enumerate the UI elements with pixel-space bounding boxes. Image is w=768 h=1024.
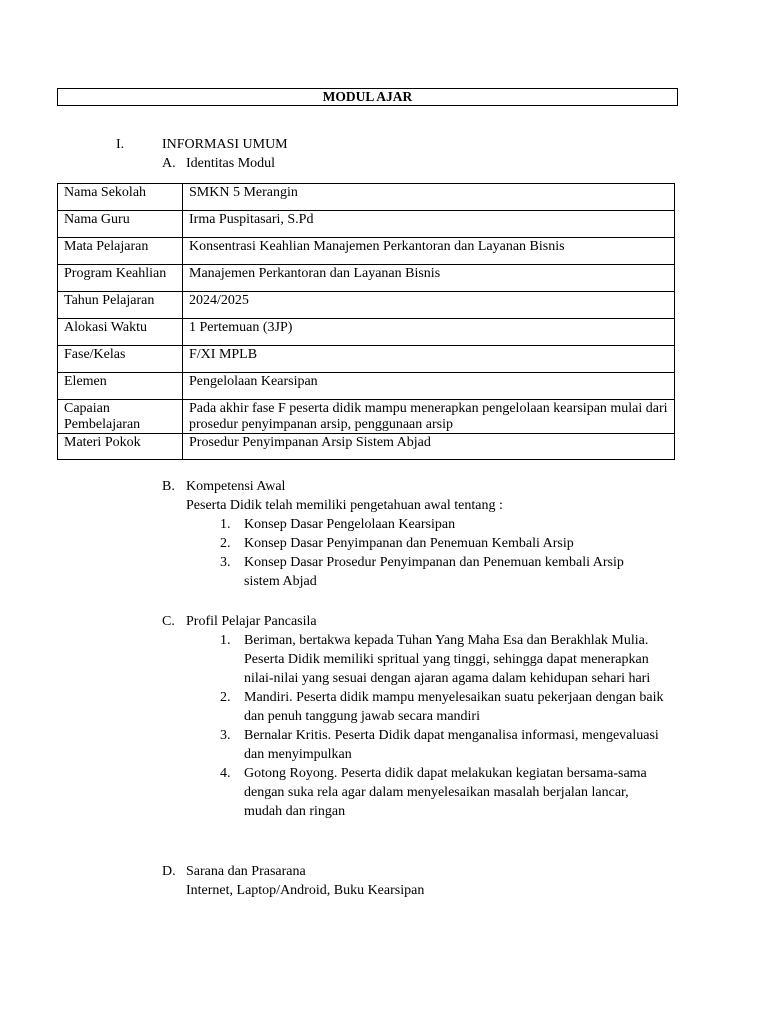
table-key: Materi Pokok	[58, 434, 183, 460]
profile-list	[220, 631, 665, 821]
list-item	[220, 688, 665, 726]
document-title: MODUL AJAR	[57, 88, 678, 106]
list-text: Gotong Royong. Peserta didik dapat melakukan kegiatan bersama-sama dengan suka rela agar dalam menyelesaikan masalah berjalan lancar, mudah dan ringan	[244, 766, 647, 819]
table-key: Program Keahlian	[58, 265, 183, 292]
table-row	[58, 319, 675, 346]
subsection-d-title: Sarana dan Prasarana	[186, 864, 306, 879]
table-row	[58, 238, 675, 265]
identity-table	[57, 183, 675, 460]
table-value: Pengelolaan Kearsipan	[183, 373, 675, 400]
subsection-d-text: Internet, Laptop/Android, Buku Kearsipan	[186, 883, 425, 898]
section-title: INFORMASI UMUM	[162, 137, 288, 152]
table-row	[58, 211, 675, 238]
subsection-d-letter: D.	[162, 864, 176, 879]
table-row	[58, 434, 675, 460]
list-number: 3.	[220, 728, 231, 743]
list-text: Mandiri. Peserta didik mampu menyelesaikan suatu pekerjaan dengan baik dan penuh tanggung jawab secara mandiri	[244, 690, 664, 724]
table-row	[58, 265, 675, 292]
section-number: I.	[116, 137, 125, 152]
table-value: 2024/2025	[183, 292, 675, 319]
table-key: Capaian Pembelajaran	[58, 400, 183, 434]
list-number: 1.	[220, 633, 231, 648]
table-key: Nama Guru	[58, 211, 183, 238]
list-item	[220, 764, 665, 821]
subsection-b-letter: B.	[162, 479, 175, 494]
table-value: F/XI MPLB	[183, 346, 675, 373]
list-text: Beriman, bertakwa kepada Tuhan Yang Maha Esa dan Berakhlak Mulia. Peserta Didik memiliki spritual yang tinggi, sehingga dapat menerapkan nilai-nilai yang sesuai dengan ajaran agama dalam kehidupan sehari hari	[244, 633, 651, 686]
table-key: Nama Sekolah	[58, 184, 183, 211]
list-item	[220, 534, 660, 553]
list-item	[220, 553, 660, 591]
list-number: 3.	[220, 555, 231, 570]
competency-list	[220, 515, 660, 591]
subsection-c-title: Profil Pelajar Pancasila	[186, 614, 317, 629]
table-row	[58, 400, 675, 434]
table-value: Manajemen Perkantoran dan Layanan Bisnis	[183, 265, 675, 292]
list-number: 4.	[220, 766, 231, 781]
table-row	[58, 292, 675, 319]
list-text: Konsep Dasar Prosedur Penyimpanan dan Penemuan kembali Arsip sistem Abjad	[244, 555, 624, 589]
subsection-b-intro: Peserta Didik telah memiliki pengetahuan awal tentang :	[186, 498, 503, 513]
table-value: SMKN 5 Merangin	[183, 184, 675, 211]
list-text: Konsep Dasar Pengelolaan Kearsipan	[244, 517, 456, 532]
list-item	[220, 726, 665, 764]
table-key: Alokasi Waktu	[58, 319, 183, 346]
list-number: 2.	[220, 690, 231, 705]
list-item	[220, 631, 665, 688]
subsection-a-letter: A.	[162, 156, 176, 171]
table-row	[58, 184, 675, 211]
table-key: Elemen	[58, 373, 183, 400]
table-key: Fase/Kelas	[58, 346, 183, 373]
list-text: Bernalar Kritis. Peserta Didik dapat menganalisa informasi, mengevaluasi dan menyimpulkan	[244, 728, 659, 762]
list-number: 1.	[220, 517, 231, 532]
table-key: Mata Pelajaran	[58, 238, 183, 265]
table-key: Tahun Pelajaran	[58, 292, 183, 319]
subsection-c-letter: C.	[162, 614, 175, 629]
table-value: Prosedur Penyimpanan Arsip Sistem Abjad	[183, 434, 675, 460]
table-row	[58, 346, 675, 373]
list-text: Konsep Dasar Penyimpanan dan Penemuan Kembali Arsip	[244, 536, 574, 551]
subsection-b-title: Kompetensi Awal	[186, 479, 286, 494]
subsection-a-title: Identitas Modul	[186, 156, 276, 171]
table-value: Konsentrasi Keahlian Manajemen Perkantoran dan Layanan Bisnis	[183, 238, 675, 265]
table-row	[58, 373, 675, 400]
list-number: 2.	[220, 536, 231, 551]
table-value: Pada akhir fase F peserta didik mampu menerapkan pengelolaan kearsipan mulai dari prosedur penyimpanan arsip, penggunaan arsip	[183, 400, 675, 434]
table-value: Irma Puspitasari, S.Pd	[183, 211, 675, 238]
list-item	[220, 515, 660, 534]
table-value: 1 Pertemuan (3JP)	[183, 319, 675, 346]
